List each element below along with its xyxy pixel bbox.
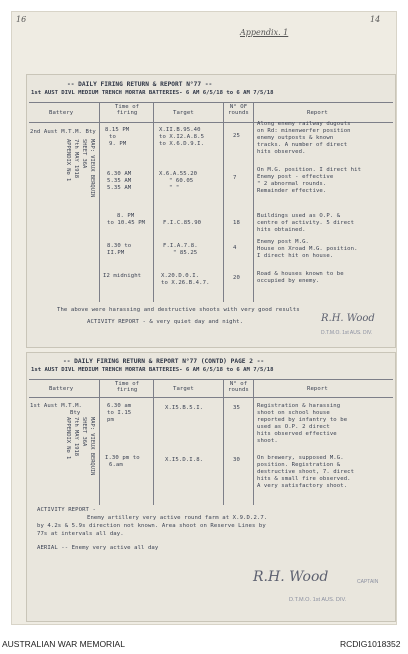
target-cell: X.II.B.95.40 to X.I2.A.8.5 to X.6.D.9.I. [159, 127, 205, 147]
time-cell: I2 midnight [103, 273, 142, 279]
time-cell: 8. PM to 10.45 PM [107, 213, 146, 226]
table-2-header-rule [29, 397, 393, 398]
side-note-line: APPENDIX No 1 [65, 417, 71, 460]
archive-name: AUSTRALIAN WAR MEMORIAL [2, 639, 125, 649]
time-cell: I.30 pm to 6.am [105, 455, 140, 468]
report-1-heading: -- DAILY FIRING RETURN & REPORT N°77 -- [67, 81, 213, 88]
report-2-heading: -- DAILY FIRING RETURN & REPORT N°77 (CONTD) PAGE 2 -- [63, 358, 265, 365]
table-2-col-rule [223, 379, 224, 505]
signature: R.H. Wood [321, 313, 375, 324]
summary-line: The above were harassing and destructive shoots with very good results [57, 307, 300, 313]
col-header-report: Report [307, 386, 328, 392]
target-cell: F.I.A.7.8. " 85.25 [163, 243, 198, 256]
time-cell: 8.30 to II.PM [107, 243, 132, 256]
col-header-target: Target [173, 386, 194, 392]
rounds-cell: 20 [233, 275, 240, 281]
table-2-top-rule [29, 379, 393, 380]
folio-left: 16 [16, 15, 27, 24]
rounds-cell: 4 [233, 245, 237, 251]
rounds-cell: 35 [233, 405, 240, 411]
target-cell: F.I.C.85.90 [163, 220, 202, 226]
archive-footer [0, 634, 408, 654]
col-header-report: Report [307, 110, 328, 116]
report-2-subheading: 1st AUST DIVL MEDIUM TRENCH MORTAR BATTERIES- 6 AM 6/5/18 to 6 AM 7/5/18 [31, 367, 274, 373]
col-header-time: Time of firing [114, 381, 140, 393]
table-2-col-rule [99, 379, 100, 505]
target-cell: X.I5.D.I.8. [165, 457, 204, 463]
col-header-time: Time of firing [114, 104, 140, 116]
target-cell: X.I5.B.5.I. [165, 405, 204, 411]
report-2 [26, 352, 396, 622]
table-1-col-rule [153, 102, 154, 302]
side-note [61, 417, 97, 501]
folio-right: 14 [370, 15, 381, 24]
table-1-top-rule [29, 102, 393, 103]
activity-line: by 4.2s & 5.9s direction not known. Area shoot on Reserve Lines by [37, 523, 266, 529]
rounds-cell: 25 [233, 133, 240, 139]
table-2-col-rule [153, 379, 154, 505]
report-cell: On brewery, supposed M.G. position. Registration & destructive shoot, 7. direct hits & small fire observed. A very satisfactory shoot. [257, 455, 355, 489]
captain-stamp: CAPTAIN [357, 579, 379, 585]
document-sheet [12, 12, 396, 624]
signature: R.H. Wood [253, 569, 329, 585]
record-id: RCDIG1018352 [340, 639, 401, 649]
time-cell: 8.15 PM to 9. PM [105, 127, 130, 147]
rounds-cell: 30 [233, 457, 240, 463]
side-note-line: 7th MAY 1918 [73, 139, 79, 178]
table-1-col-rule [99, 102, 100, 302]
appendix-note: Appendix. 1 [240, 28, 289, 37]
report-1-subheading: 1st AUST DIVL MEDIUM TRENCH MORTAR BATTERIES- 6 AM 6/5/18 to 6 AM 7/5/18 [31, 90, 274, 96]
battery-name: 2nd Aust M.T.M. Bty [30, 129, 96, 135]
side-note [61, 139, 97, 259]
report-cell: Registration & harassing shoot on school house reported by infantry to be used as O.P. 2 direct hits observed effective shoot. [257, 403, 348, 444]
rounds-cell: 18 [233, 220, 240, 226]
activity-line: 77s at intervals all day. [37, 531, 124, 537]
side-note-line: APPENDIX No 1 [65, 139, 71, 182]
table-1-col-rule [253, 102, 254, 302]
report-cell: Road & houses known to be occupied by enemy. [257, 271, 344, 284]
activity-line: Enemy artillery very active round farm at X.9.D.2.7. [87, 515, 268, 521]
report-cell: On M.G. position. I direct hit Enemy post - effective " 2 abnormal rounds. Remainder effective. [257, 167, 362, 194]
time-cell: 6.30 am to I.15 pm [107, 403, 132, 423]
battery-name: 1st Aust M.T.M. Bty [30, 403, 83, 416]
side-note-line: SHEET 36A [81, 417, 87, 447]
col-header-battery: Battery [49, 386, 74, 392]
activity-heading: ACTIVITY REPORT - [37, 507, 96, 513]
rounds-cell: 7 [233, 175, 237, 181]
col-header-battery: Battery [49, 110, 74, 116]
col-header-rounds: N° of rounds [228, 381, 249, 393]
dtmo-stamp: D.T.M.O. 1st AUS. DIV. [321, 330, 373, 336]
report-cell: Buildings used as O.P. & centre of activity. 5 direct hits obtained. [257, 213, 355, 233]
table-1-col-rule [223, 102, 224, 302]
side-note-line: 7th MAY 1918 [73, 417, 79, 456]
time-cell: 6.30 AM 5.35 AM 5.35 AM [107, 171, 132, 191]
activity-report: ACTIVITY REPORT - & very quiet day and night. [87, 319, 244, 325]
report-1 [26, 74, 396, 348]
table-2-col-rule [253, 379, 254, 505]
side-note-line: SHEET 36A [81, 139, 87, 169]
col-header-rounds: N° OF rounds [228, 104, 249, 116]
aerial-line: AERIAL -- Enemy very active all day [37, 545, 159, 551]
report-cell: Along enemy railway dugouts on Rd: minenwerfer position enemy outposts & known tracks. A number of direct hits observed. [257, 121, 351, 155]
side-note-line: MAP: VIEUX BERQUIN [89, 417, 95, 476]
side-note-line: MAP: VIEUX BERQUIN [89, 139, 95, 198]
target-cell: X.6.A.55.20 " 60.05 " " [159, 171, 198, 191]
target-cell: X.20.D.0.I. to X.26.B.4.7. [161, 273, 210, 286]
col-header-target: Target [173, 110, 194, 116]
dtmo-stamp: D.T.M.O. 1st AUS. DIV. [289, 597, 347, 603]
report-cell: Enemy post M.G. House on Xroad M.G. position. I direct hit on house. [257, 239, 358, 259]
